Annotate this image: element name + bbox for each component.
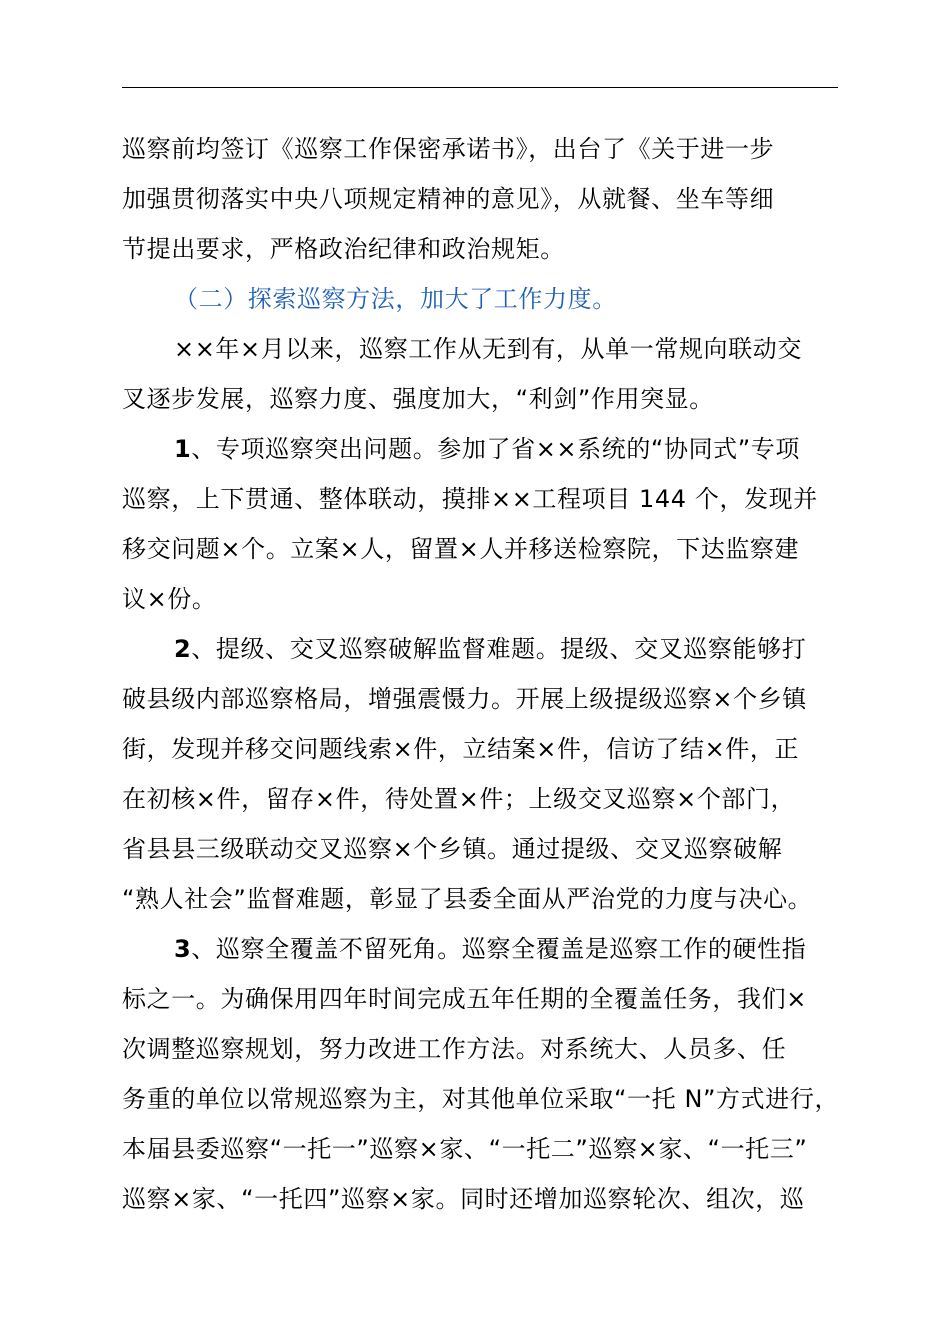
line-text: 加强贯彻落实中央八项规定精神的意见》，从就餐、坐车等细 [122, 185, 775, 213]
document-body [122, 124, 842, 1224]
line-text: 省县县三级联动交叉巡察×个乡镇。通过提级、交叉巡察破解 [122, 835, 783, 863]
body-line [122, 374, 842, 424]
line-text: 、提级、交叉巡察破解监督难题。提级、交叉巡察能够打 [191, 635, 807, 663]
line-text: “熟人社会”监督难题，彰显了县委全面从严治党的力度与决心。 [122, 885, 813, 913]
line-text: 次调整巡察规划，努力改进工作方法。对系统大、人员多、任 [122, 1035, 787, 1063]
heading-text: （二）探索巡察方法，加大了工作力度。 [174, 285, 617, 313]
body-line [122, 824, 842, 874]
line-text: 破县级内部巡察格局，增强震慑力。开展上级提级巡察×个乡镇 [122, 685, 807, 713]
body-line [122, 724, 842, 774]
header-rule [122, 87, 838, 88]
body-line [122, 674, 842, 724]
body-line [122, 1024, 842, 1074]
paragraph-first-line [122, 324, 842, 374]
line-text: 移交问题×个。立案×人，留置×人并移送检察院，下达监察建 [122, 535, 800, 563]
body-line [122, 574, 842, 624]
line-text: 务重的单位以常规巡察为主，对其他单位采取“一托 N”方式进行， [122, 1085, 840, 1113]
section-heading [122, 274, 842, 324]
body-line [122, 224, 842, 274]
line-text: 、巡察全覆盖不留死角。巡察全覆盖是巡察工作的硬性指 [191, 935, 807, 963]
body-line [122, 874, 842, 924]
body-line [122, 174, 842, 224]
body-line [122, 774, 842, 824]
item-number: 1 [174, 435, 192, 463]
line-text: 叉逐步发展，巡察力度、强度加大，“利剑”作用突显。 [122, 385, 714, 413]
item-number: 3 [174, 935, 192, 963]
line-text: 巡察，上下贯通、整体联动，摸排××工程项目 144 个，发现并 [122, 485, 818, 513]
line-text: 标之一。为确保用四年时间完成五年任期的全覆盖任务，我们× [122, 985, 807, 1013]
body-line [122, 474, 842, 524]
line-text: 、专项巡察突出问题。参加了省××系统的“协同式”专项 [191, 435, 800, 463]
line-text: 节提出要求，严格政治纪律和政治规矩。 [122, 235, 565, 263]
line-text: 巡察×家、“一托四”巡察×家。同时还增加巡察轮次、组次，巡 [122, 1185, 805, 1213]
body-line [122, 1074, 842, 1124]
body-line [122, 1174, 842, 1224]
body-line [122, 124, 842, 174]
line-text: 议×份。 [122, 585, 217, 613]
numbered-paragraph-line [122, 624, 842, 674]
line-text: 街，发现并移交问题线索×件，立结案×件，信访了结×件，正 [122, 735, 800, 763]
line-text: 本届县委巡察“一托一”巡察×家、“一托二”巡察×家、“一托三” [122, 1135, 808, 1163]
line-text: 在初核×件，留存×件，待处置×件；上级交叉巡察×个部门， [122, 785, 796, 813]
body-line [122, 974, 842, 1024]
numbered-paragraph-line [122, 924, 842, 974]
line-text: 巡察前均签订《巡察工作保密承诺书》，出台了《关于进一步 [122, 135, 775, 163]
line-text: ××年×月以来，巡察工作从无到有，从单一常规向联动交 [174, 335, 802, 363]
numbered-paragraph-line [122, 424, 842, 474]
body-line [122, 1124, 842, 1174]
body-line [122, 524, 842, 574]
item-number: 2 [174, 635, 192, 663]
